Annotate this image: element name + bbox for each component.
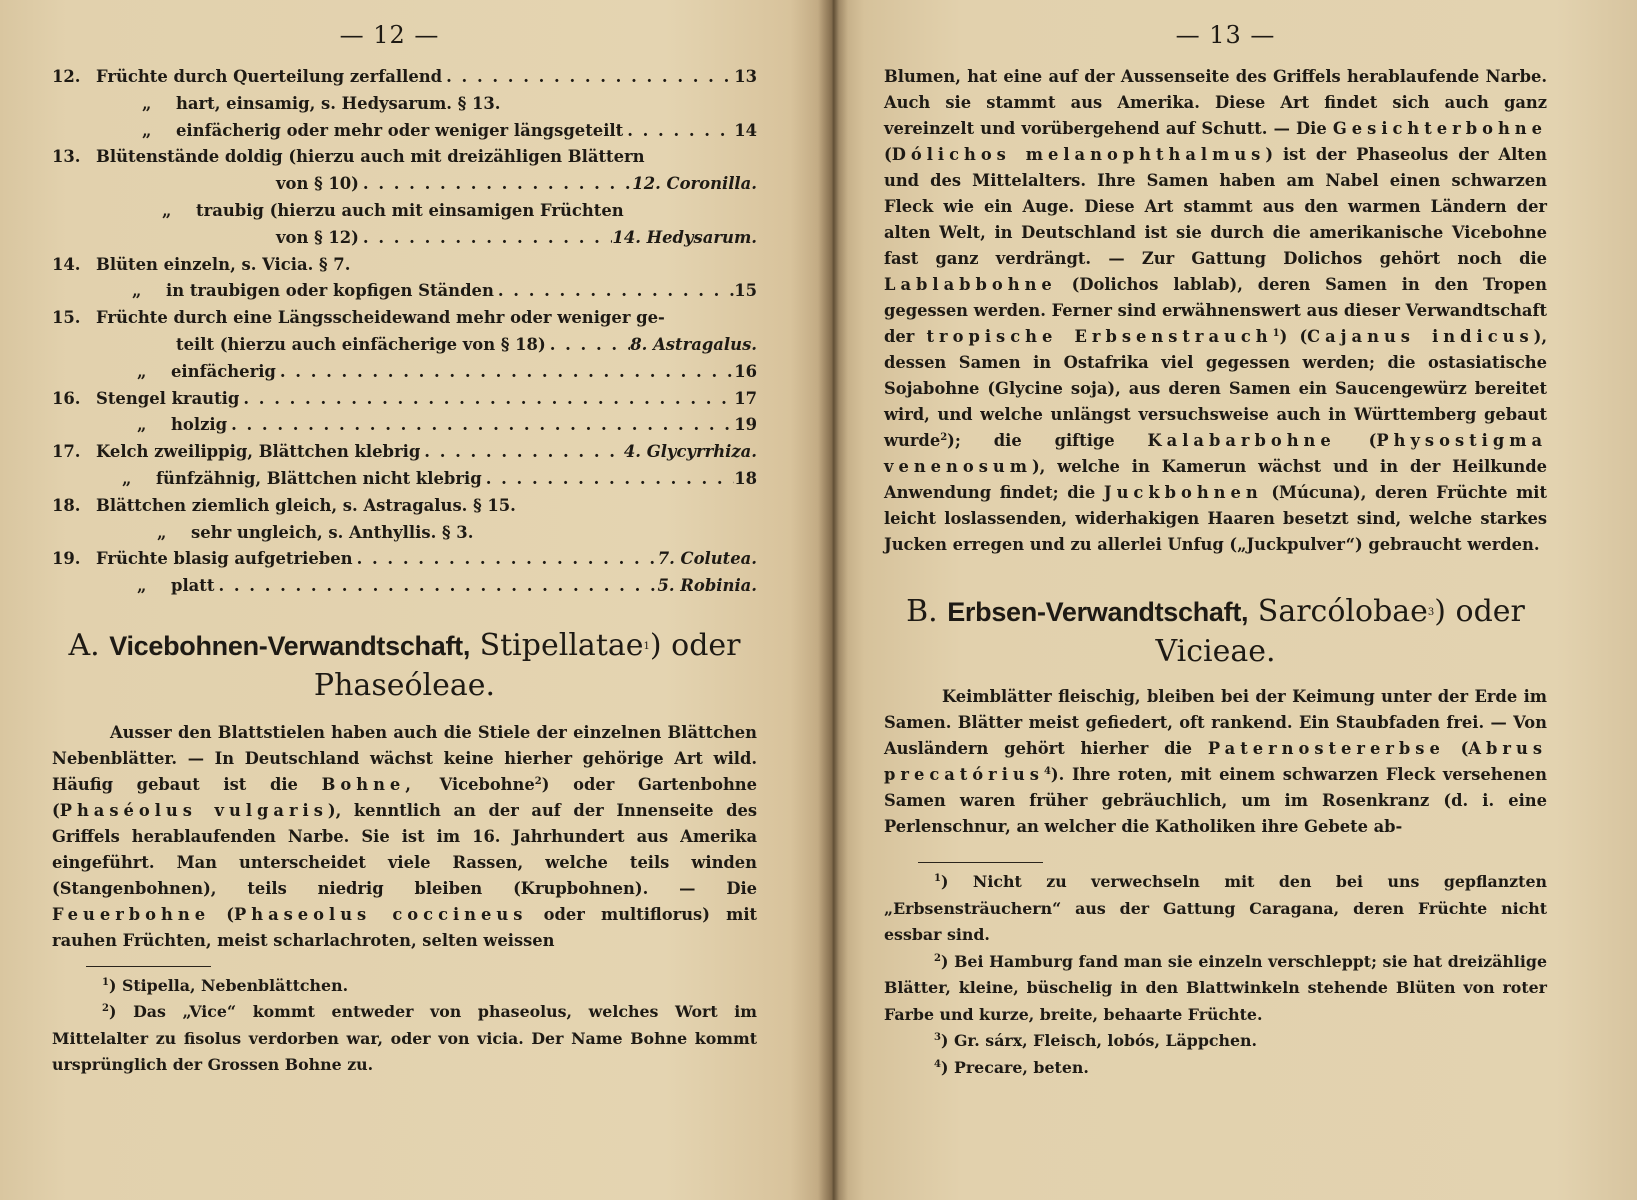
key-text: holzig	[171, 415, 228, 435]
key-leader-dots	[359, 171, 632, 198]
key-row	[52, 91, 757, 118]
key-text: einfächerig	[171, 361, 276, 381]
ditto-mark: „	[137, 576, 147, 596]
right-page	[832, 0, 1637, 1200]
section-latin-alt: Phaseóleae.	[313, 667, 496, 703]
ditto-mark: „	[122, 468, 132, 488]
text-run: ) oder Gartenbohne (	[52, 774, 757, 820]
key-leader-dots	[623, 118, 734, 145]
key-row	[52, 466, 757, 493]
key-reference: 8. Astragalus.	[630, 334, 757, 354]
footnote-mark: 1	[934, 873, 941, 884]
footnote	[52, 999, 757, 1079]
footnote-text: ) Nicht zu verwechseln mit den bei uns gepflanzten „Erbsensträuchern“ aus der Gattung Caragana, deren Früchte nicht essbar sind.	[884, 872, 1547, 944]
section-latin: Sarcólobae	[1257, 594, 1428, 629]
key-leader-dots	[353, 546, 658, 573]
footnote-text: ) Stipella, Nebenblättchen.	[108, 975, 349, 995]
key-reference: 12. Coronilla.	[632, 174, 757, 194]
text-run: ) ist der Phaseolus der Alten und des Mittelalters. Ihre Samen haben am Nabel einen schwarzen Fleck wie ein Auge. Diese Art stammt aus den warmen Ländern der alten Welt, in Deutschland ist sie durch die amerikanische Vicebohne fast ganz verdrängt. — Zur Gattung Dolichos gehört noch die	[884, 145, 1548, 268]
ditto-mark: „	[137, 361, 147, 381]
footnote-text: ) Das „Vice“ kommt entweder von phaseolus, welches Wort im Mittelalter zu fisolus verdorben war, oder von vicia. Der Name Bohne kommt ursprünglich der Grossen Bohne zu.	[52, 1002, 757, 1075]
key-row	[52, 359, 757, 386]
key-text: platt	[171, 576, 215, 596]
footnote	[884, 1028, 1547, 1055]
footnote-mark: 1	[643, 640, 650, 652]
section-heading-b	[884, 592, 1547, 672]
spaced-term: Feuerbohne	[52, 904, 211, 924]
key-text: hart, einsamig, s. Hedysarum. § 13.	[176, 93, 501, 113]
ditto-mark: „	[142, 120, 152, 140]
footnote-rule	[86, 966, 211, 967]
section-latin: Stipellatae	[479, 627, 644, 663]
footnote-mark: 3	[934, 1032, 941, 1043]
body-paragraph	[884, 684, 1547, 840]
footnote-rule	[918, 862, 1043, 863]
key-leader-dots	[494, 278, 734, 305]
key-text: von § 12)	[276, 227, 359, 247]
key-number: 14.	[52, 254, 81, 274]
key-reference: 14. Hedysarum.	[612, 227, 757, 247]
key-reference: 7. Colutea.	[657, 549, 757, 569]
key-row	[52, 225, 757, 252]
text-run: (	[1460, 739, 1469, 758]
key-number: 18.	[52, 495, 81, 515]
key-text: Blättchen ziemlich gleich, s. Astragalus. § 15.	[96, 495, 516, 515]
text-run: (Dolichos lablab), deren Samen in den Tropen gegessen werden. Ferner sind erwähnenswert aus dieser Verwandtschaft der	[884, 275, 1547, 346]
section-letter: A.	[68, 627, 100, 663]
key-leader-dots	[276, 359, 734, 386]
key-reference: 15	[734, 281, 757, 301]
section-title: Vicebohnen-Verwandtschaft,	[109, 630, 471, 661]
key-row	[52, 118, 757, 145]
body-paragraph	[884, 64, 1547, 558]
page-number-left: — 12 —	[339, 21, 440, 49]
footnote-mark: 4	[934, 1058, 941, 1070]
key-row	[52, 332, 757, 359]
text-run: (	[226, 904, 234, 924]
key-number: 12.	[52, 67, 81, 86]
key-reference: 17	[734, 388, 757, 408]
key-leader-dots	[214, 573, 657, 600]
spaced-term: Cajanus indicus	[1307, 327, 1534, 346]
footnote-mark: 2	[102, 1003, 109, 1015]
footnote-mark: 2	[940, 432, 948, 443]
key-text: fünfzähnig, Blättchen nicht klebrig	[156, 468, 482, 488]
key-number: 15.	[52, 308, 81, 328]
ditto-mark: „	[137, 415, 147, 435]
key-row	[52, 386, 757, 413]
key-row	[52, 412, 757, 439]
spaced-term: Kalabarbohne	[1147, 431, 1336, 450]
footnote	[52, 973, 757, 1000]
key-number: 17.	[52, 442, 81, 462]
key-text: Blüten einzeln, s. Vicia. § 7.	[96, 254, 351, 274]
key-text: Früchte durch Querteilung zerfallend	[96, 67, 443, 86]
section-latin-cont: ) oder	[649, 627, 741, 663]
key-row	[52, 573, 757, 600]
key-leader-dots	[359, 225, 613, 252]
text-run: ), kenntlich an der auf der Innenseite des Griffels herablaufenden Narbe. Sie ist im 16. Jahrhundert aus Amerika eingeführt. Man unterscheidet viele Rassen, welche teils winden (Stangenbohnen), teils niedrig bleiben (Krupbohnen). — Die	[52, 800, 757, 898]
key-row	[52, 546, 757, 573]
spaced-term: Gesichterbohne	[1332, 119, 1548, 138]
key-reference: 13	[734, 67, 757, 86]
text-run: Keimblätter fleischig, bleiben bei der Keimung unter der Erde im Samen. Blätter meist gefiedert, oft rankend. Ein Staubfaden frei. — Von Ausländern gehört hierher die	[884, 687, 1547, 758]
key-number: 16.	[52, 388, 81, 408]
spaced-term: Lablabbohne	[884, 275, 1057, 294]
book-gutter	[818, 0, 848, 1200]
spaced-term: Phaséolus vulgaris	[59, 800, 328, 820]
key-leader-dots	[482, 466, 734, 493]
footnote-text: ) Gr. sárx, Fleisch, lobós, Läppchen.	[940, 1031, 1258, 1050]
key-text: einfächerig oder mehr oder weniger längsgeteilt	[176, 120, 624, 140]
key-leader-dots	[420, 439, 624, 466]
text-run: ) (	[1279, 327, 1308, 346]
footnote-mark: 1	[1272, 328, 1280, 339]
footnote-mark: 1	[102, 976, 109, 988]
spaced-term: Physostigma venenosum	[884, 431, 1547, 476]
spaced-term: Paternostererbse	[1207, 739, 1445, 758]
identification-key	[52, 64, 757, 600]
text-run: oder multiflorus) mit rauhen Früchten, meist scharlachroten, selten weissen	[52, 904, 758, 950]
key-leader-dots	[239, 386, 734, 413]
footnote	[884, 1055, 1547, 1082]
key-reference: 19	[734, 415, 757, 435]
key-text: Früchte blasig aufgetrieben	[96, 549, 353, 569]
section-title: Erbsen-Verwandtschaft,	[947, 597, 1249, 627]
spaced-term: Juckbohnen	[1103, 483, 1263, 502]
key-text: Kelch zweilippig, Blättchen klebrig	[96, 442, 421, 462]
key-row	[52, 520, 757, 547]
key-number: 19.	[52, 549, 81, 569]
text-run: Vicebohne	[439, 774, 535, 794]
page-number-right: — 13 —	[1175, 21, 1276, 49]
spaced-term: Dólichos melanophthalmus	[891, 145, 1266, 164]
footnote-text: ) Bei Hamburg fand man sie einzeln verschleppt; sie hat dreizählige Blätter, kleine, büschelig in den Blattwinkeln stehende Blüten von roter Farbe und kurze, breite, behaarte Früchte.	[884, 951, 1547, 1024]
key-text: in traubigen oder kopfigen Ständen	[166, 281, 494, 301]
footnote	[884, 869, 1547, 949]
key-row	[52, 64, 757, 91]
ditto-mark: „	[142, 93, 152, 113]
footnote-mark: 2	[534, 775, 542, 787]
key-leader-dots	[546, 332, 631, 359]
footnote-mark: 4	[1043, 766, 1051, 777]
key-reference: 4. Glycyrrhiza.	[623, 442, 757, 462]
text-run: (	[1368, 431, 1377, 450]
spaced-term: Abrus precatórius	[884, 739, 1547, 784]
ditto-mark: „	[157, 522, 167, 542]
text-run: ), dessen Samen in Ostafrika viel gegessen werden; die ostasiatische Sojabohne (Glycine soja), aus deren Samen ein Saucengewürz bereitet wird, und welche unlängst versuchsweise auch in Württemberg gebaut wurde	[884, 327, 1547, 450]
text-run: ); die giftige	[947, 431, 1115, 450]
key-row	[52, 305, 757, 332]
key-row	[52, 439, 757, 466]
key-row	[52, 198, 757, 225]
key-number: 13.	[52, 147, 81, 167]
key-leader-dots	[442, 64, 734, 91]
section-latin-alt: Vicieae.	[1155, 634, 1276, 669]
section-letter: B.	[906, 594, 938, 629]
footnote-text: ) Precare, beten.	[940, 1057, 1089, 1077]
key-text: Früchte durch eine Längsscheidewand mehr oder weniger ge-	[96, 308, 665, 328]
footnote	[884, 949, 1547, 1029]
text-run: ), welche in Kamerun wächst und in der Heilkunde Anwendung findet; die	[884, 457, 1547, 502]
body-paragraph	[52, 720, 757, 954]
key-text: Blütenstände doldig (hierzu auch mit dreizähligen Blättern	[96, 147, 645, 167]
footnote-mark: 2	[934, 952, 941, 964]
key-text: von § 10)	[276, 174, 359, 194]
text-run: (Múcuna), deren Früchte mit leicht loslassenden, widerhakigen Haaren besetzt sind, welche starkes Jucken erregen und zu allerlei Unfug („Juckpulver“) gebraucht werden.	[884, 483, 1548, 554]
spaced-term: Phaseolus coccineus	[234, 904, 528, 924]
key-row	[52, 278, 757, 305]
key-row	[52, 493, 757, 520]
key-row	[52, 144, 757, 171]
key-reference: 16	[734, 361, 757, 381]
spaced-term: tropische Erbsenstrauch	[926, 327, 1273, 346]
key-reference: 14	[734, 120, 757, 140]
key-text: Stengel krautig	[96, 388, 240, 408]
key-reference: 18	[734, 468, 757, 488]
ditto-mark: „	[162, 200, 172, 220]
key-row	[52, 171, 757, 198]
footnote-mark: 3	[1427, 607, 1435, 618]
key-text: traubig (hierzu auch mit einsamigen Früchten	[196, 200, 624, 220]
section-latin-cont: ) oder	[1434, 594, 1525, 629]
key-row	[52, 252, 757, 279]
key-text: sehr ungleich, s. Anthyllis. § 3.	[191, 522, 474, 542]
section-heading-a	[52, 626, 757, 706]
text-run: Ausser den Blattstielen haben auch die Stiele der einzelnen Blättchen Nebenblätter. — In Deutschland wächst keine hierher gehörige Art wild. Häufig gebaut ist die	[52, 722, 757, 794]
text-run: Blumen, hat eine auf der Aussenseite des Griffels herablaufende Narbe. Auch sie stammt aus Amerika. Diese Art findet sich auch ganz vereinzelt und vorübergehend auf Schutt. — Die	[884, 67, 1547, 138]
spaced-term: Bohne,	[321, 774, 416, 794]
text-run: (	[884, 145, 892, 164]
text-run: ). Ihre roten, mit einem schwarzen Fleck versehenen Samen waren früher gebräuchlich, um im Rosenkranz (d. i. eine Perlenschnur, an welcher die Katholiken ihre Gebete ab-	[884, 765, 1547, 836]
key-reference: 5. Robinia.	[657, 576, 757, 596]
key-text: teilt (hierzu auch einfächerige von § 18)	[176, 334, 546, 354]
key-leader-dots	[227, 412, 734, 439]
ditto-mark: „	[132, 281, 142, 301]
